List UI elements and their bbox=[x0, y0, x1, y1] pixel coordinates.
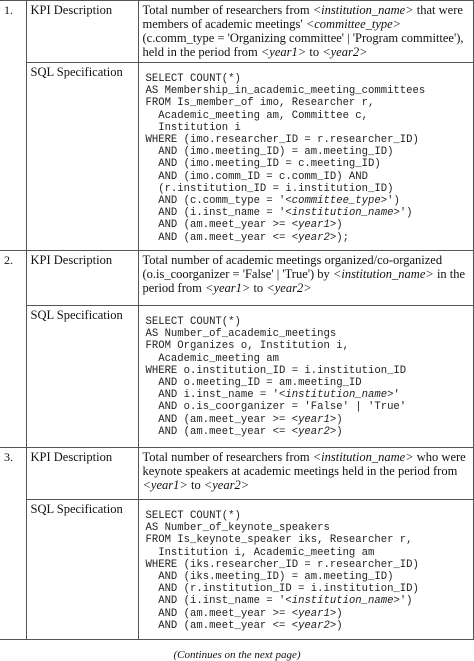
sql-specification-label: SQL Specification bbox=[26, 306, 138, 448]
placeholder-text: <committee_type> bbox=[285, 195, 388, 208]
kpi-description-label: KPI Description bbox=[26, 1, 138, 63]
placeholder-text: <year2> bbox=[291, 231, 337, 244]
sql-code: SELECT COUNT(*) AS Number_of_keynote_speakers FROM Is_keynote_speaker iks, Researcher r, Institution i, Academic_meeting am WHERE (iks.researcher_ID = r.researcher_ID) AND (iks.meeting_ID) = am.meeting_ID) AND (r.institution_ID = i.institution_ID) AND (i.inst_name = '<institution_name>') AND (am.meet_year >= <year1>) AND (am.meet_year <= <year2>) bbox=[145, 510, 419, 632]
placeholder-text: <institution_name> bbox=[279, 389, 394, 402]
placeholder-text: <institution_name> bbox=[312, 450, 414, 464]
kpi-row-1-sql bbox=[0, 63, 474, 251]
sql-specification-label: SQL Specification bbox=[26, 63, 138, 251]
placeholder-text: <year1> bbox=[204, 281, 251, 295]
sql-code: SELECT COUNT(*) AS Membership_in_academic_meeting_committees FROM Is_member_of imo, Researcher r, Academic_meeting am, Committee c, Institution i WHERE (imo.researcher_ID = r.researcher_ID) AND (imo.meeting_ID) = am.meeting_ID) AND (imo.meeting_ID = c.meeting_ID) AND (imo.comm_ID = c.comm_ID) AND (r.institution_ID = i.institution_ID) AND (c.comm_type = '<committee_type>') AND (i.inst_name = '<institution_name>') AND (am.meet_year >= <year1>) AND (am.meet_year <= <year2>); bbox=[145, 73, 426, 244]
row-number: 3. bbox=[0, 448, 26, 640]
kpi-row-1-description bbox=[0, 1, 474, 63]
kpi-row-2-description bbox=[0, 251, 474, 306]
kpi-row-3-sql bbox=[0, 500, 474, 640]
placeholder-text: <year2> bbox=[291, 619, 337, 632]
sql-specification-cell bbox=[138, 500, 474, 640]
sql-specification-cell bbox=[138, 63, 474, 251]
sql-specification-label: SQL Specification bbox=[26, 500, 138, 640]
placeholder-text: <year2> bbox=[203, 478, 250, 492]
placeholder-text: <year2> bbox=[322, 45, 368, 59]
row-number: 2. bbox=[0, 251, 26, 448]
row-number: 1. bbox=[0, 1, 26, 251]
placeholder-text: <year1> bbox=[142, 478, 188, 492]
kpi-description-text: Total number of researchers from <institution_name> who were keynote speakers at academic meetings held in the period from <year1> to <year2> bbox=[138, 448, 474, 500]
placeholder-text: <year1> bbox=[291, 413, 337, 426]
placeholder-text: <institution_name> bbox=[312, 3, 414, 17]
kpi-description-text: Total number of researchers from <institution_name> that were members of academic meetings' <committee_type> (c.comm_type = 'Organizing committee' | 'Program committee'), held in the period from <year1> to <year2> bbox=[138, 1, 474, 63]
kpi-description-label: KPI Description bbox=[26, 448, 138, 500]
placeholder-text: <year1> bbox=[260, 45, 307, 59]
placeholder-text: <year2> bbox=[291, 425, 337, 438]
placeholder-text: <year1> bbox=[291, 607, 337, 620]
placeholder-text: <institution_name> bbox=[285, 207, 400, 220]
kpi-description-label: KPI Description bbox=[26, 251, 138, 306]
placeholder-text: <institution_name> bbox=[285, 595, 400, 608]
placeholder-text: <committee_type> bbox=[305, 17, 402, 31]
sql-specification-cell bbox=[138, 306, 474, 448]
kpi-row-3-description bbox=[0, 448, 474, 500]
placeholder-text: <year2> bbox=[266, 281, 312, 295]
continuation-note: (Continues on the next page) bbox=[173, 649, 301, 661]
placeholder-text: <year1> bbox=[291, 219, 337, 232]
kpi-description-text: Total number of academic meetings organized/co-organized (o.is_coorganizer = 'False' | 'True') by <institution_name> in the period from <year1> to <year2> bbox=[138, 251, 474, 306]
placeholder-text: <institution_name> bbox=[332, 267, 434, 281]
kpi-row-2-sql bbox=[0, 306, 474, 448]
sql-code: SELECT COUNT(*) AS Number_of_academic_meetings FROM Organizes o, Institution i, Academic_meeting am WHERE o.institution_ID = i.institution_ID AND o.meeting_ID = am.meeting_ID AND i.inst_name = '<institution_name>' AND o.is_coorganizer = 'False' | 'True' AND (am.meet_year >= <year1>) AND (am.meet_year <= <year2>) bbox=[145, 316, 407, 438]
